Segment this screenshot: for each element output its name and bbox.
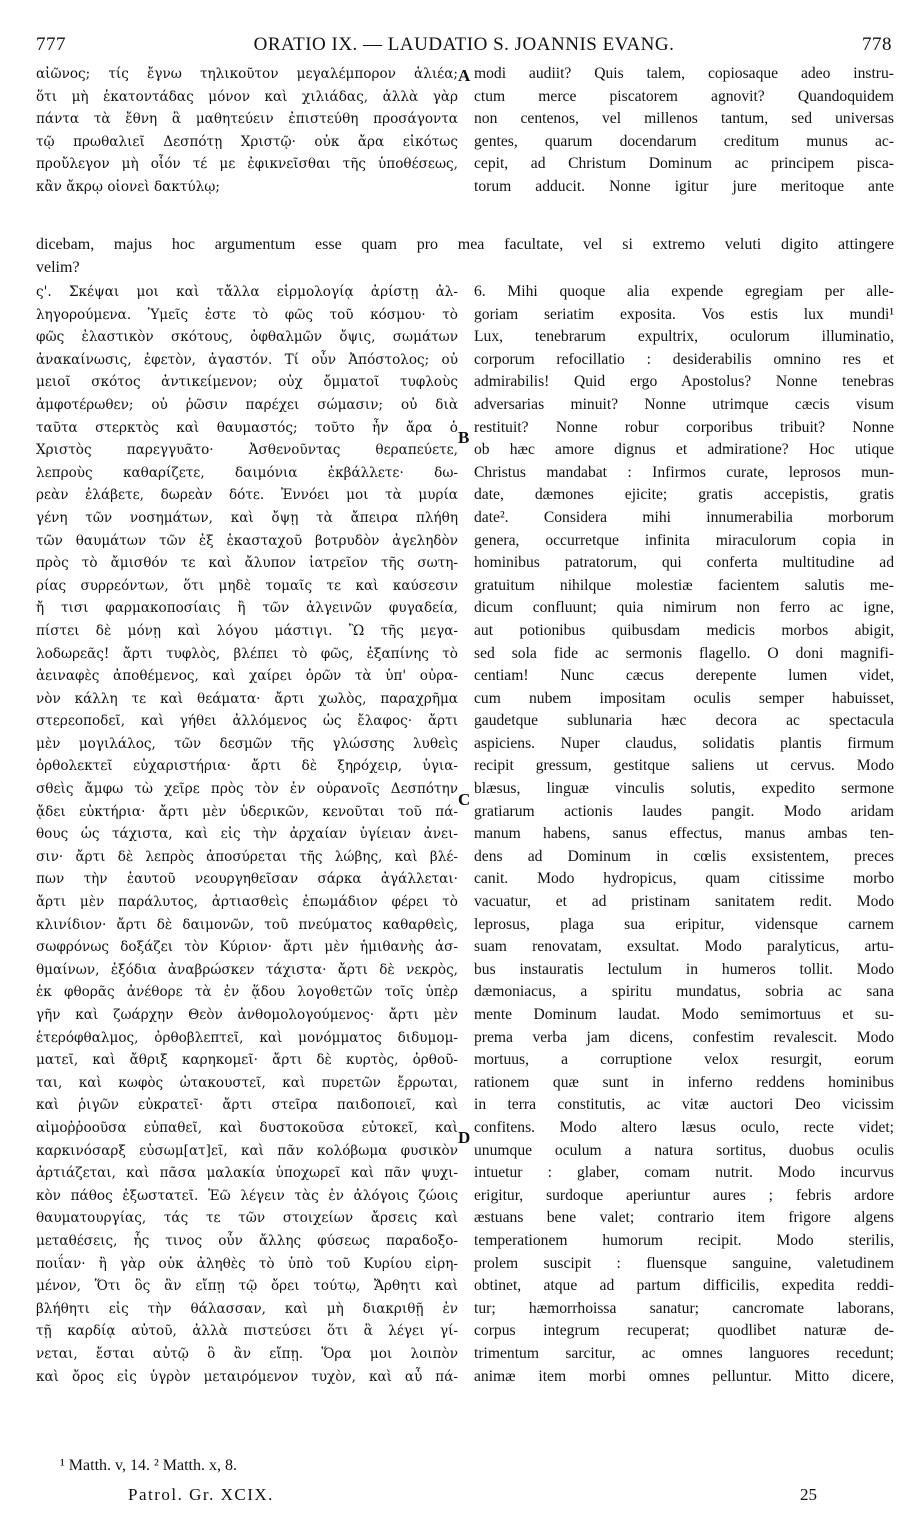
printer-signature: Patrol. Gr. XCIX. xyxy=(128,1485,274,1504)
latin-line: gratuitum nihilque molestiæ facientem salutis me- xyxy=(474,576,894,594)
latin-line: hominibus patratorum, qui conferta multitudine ad xyxy=(474,554,894,572)
latin-line: adversarias minuit? Nonne utrimque cæcis visum xyxy=(474,395,894,413)
greek-line: ἀειναφὲς ἀποθέμενος, καὶ χαίρει ὁρῶν τὰ ὑπ' οὐρα- xyxy=(36,668,458,685)
latin-line: leprosus, plaga sua eripitur, vidensque carnem xyxy=(474,915,894,933)
latin-line: mortuus, a corruptione velox resurgit, eorum xyxy=(474,1051,894,1069)
latin-line: Lux, tenebrarum expultrix, oculorum illuminatio, xyxy=(474,328,894,346)
latin-line: bus instauratis lectulum in humeros tollit. Modo xyxy=(474,960,894,978)
greek-line: σωφρόνως δοξάζει τὸν Κύριον· ἄρτι μὲν ἡμιθανὴς ἀσ- xyxy=(36,939,458,956)
greek-line: ᾄδει εὐκτήρια· ἄρτι μὲν ὑδερικῶν, κενοῦται τοῦ πά- xyxy=(36,803,458,820)
greek-line: σιν· ἄρτι δὲ λεπρὸς ἀποσύρεται τῆς λώβης, καὶ βλέ- xyxy=(36,848,458,865)
signature-number: 25 xyxy=(800,1485,817,1504)
latin-line: dicum confluunt; quia nimirum non ferro ac igne, xyxy=(474,599,894,617)
latin-line: in terra constitutis, ac vitæ auctori Deo vicissim xyxy=(474,1096,894,1114)
latin-line: vacuatur, et ad pristinam sanitatem redit. Modo xyxy=(474,893,894,911)
greek-line: τῶν θαυμάτων τῶν ἐξ ἑκασταχοῦ βοτρυδὸν ἀγεληδὸν xyxy=(36,532,458,549)
greek-line: κλινίδιον· ἄρτι δὲ δαιμονῶν, τοῦ πνεύματος καθαρθεὶς, xyxy=(36,916,458,933)
latin-line: obtinet, atque ad partum difficilis, expedita reddi- xyxy=(474,1277,894,1295)
latin-line: mente Dominum laudat. Modo semimortuus et su- xyxy=(474,1006,894,1023)
greek-line: ἑτερόφθαλμος, ὀρθοβλεπτεῖ, καὶ μονόμματος διδυμομ- xyxy=(36,1029,458,1046)
section-marker-a: A xyxy=(458,66,471,85)
latin-line: recipit gressum, gestitque saliens ut cervus. Modo xyxy=(474,757,894,775)
latin-line: cum nubem impositam oculis semper habuisset, xyxy=(474,689,894,707)
greek-line: καὶ ὄρος εἰς ὑγρὸν μεταιρόμενον τυχὸν, καὶ αὖ πά- xyxy=(36,1368,458,1385)
latin-line: canit. Modo hydropicus, quam citissime morbo xyxy=(474,870,894,888)
greek-line: ἐκ φθορᾶς ἀνέθορε τὰ ἐν ᾅδου λογοθετῶν τοῖς ὑπὲρ xyxy=(36,984,458,1001)
greek-line: ἀρτιάζεται, καὶ πᾶσα μαλακία ὑποχωρεῖ καὶ πᾶν ψυχι- xyxy=(36,1165,458,1182)
greek-line: ἀνακαίνωσις, ἐφετὸν, ἀγαστόν. Τί οὖν Ἀπόστολος; οὐ xyxy=(36,351,458,368)
greek-line: καρκινόσαρξ εὐσωμ[ατ]εῖ, καὶ πᾶν κολόβωμα φυσικὸν xyxy=(36,1142,458,1159)
running-title: ORATIO IX. — LAUDATIO S. JOANNIS EVANG. xyxy=(253,34,675,55)
running-header xyxy=(36,34,892,58)
greek-line: θαυματουργίας, τάς τε τῶν στοιχείων ἄρσεις καὶ xyxy=(36,1210,458,1227)
greek-line: τῷ πρωθαλιεῖ Δεσπότῃ Χριστῷ· οὐκ ἄρα εἰκότως xyxy=(36,133,458,150)
greek-line: ς'. Σκέψαι μοι καὶ τἄλλα εἱρμολογίᾳ ἀρίστῃ ἀλ- xyxy=(36,284,458,300)
latin-line: tur; hæmorrhoissa sanatur; cancromate laborans, xyxy=(474,1299,894,1317)
greek-line: ἤ τισι φαρμακοποσίαις ἢ τῶν ἀλγεινῶν φυγαδεία, xyxy=(36,600,458,617)
greek-line: γένη τῶν νοσημάτων, καὶ ὄψῃ τὰ ἄπειρα πλήθη xyxy=(36,509,458,526)
latin-line: centiam! Nunc cæcus derepente lumen videt, xyxy=(474,667,894,685)
latin-line: gentes, quarum docendarum creditum munus ac- xyxy=(474,132,894,150)
greek-line: πίστει δὲ μόνῃ καὶ λόγου μάστιγι. Ὢ τῆς μεγα- xyxy=(36,622,458,639)
greek-line: πρὸς τὸ ἄμισθόν τε καὶ ἄλυπον ἰατρεῖον τῆς σωτη- xyxy=(36,555,458,572)
greek-line: ρεὰν ἐλάβετε, δωρεὰν δότε. Ἐννόει μοι τὰ μυρία xyxy=(36,487,458,504)
section-marker-b: B xyxy=(458,428,470,447)
latin-line: genera, occurretque infinita miraculorum copia in xyxy=(474,531,894,549)
greek-line: λεπροὺς καθαρίζετε, δαιμόνια ἐκβάλλετε· δω- xyxy=(36,464,458,481)
latin-line: unumque oculum a natura sortitus, duobus oculis xyxy=(474,1141,894,1159)
greek-line: ληγορούμενα. Ὑμεῖς ἐστε τὸ φῶς τοῦ κόσμου· τὸ xyxy=(36,306,458,323)
greek-line: στερεοποδεῖ, καὶ γήθει ἀλλόμενος ὡς ἔλαφος· ἄρτι xyxy=(36,713,458,730)
greek-line: σθεὶς ἄμφω τὼ χεῖρε πρὸς τὸν ἐν οὐρανοῖς Δεσπότην xyxy=(36,781,458,798)
latin-line: date, dæmones ejicite; gratis accepistis, gratis xyxy=(474,486,894,504)
greek-line: θους ὡς τάχιστα, καὶ εἰς τὴν ἀρχαίαν ὑγίειαν ἀνει- xyxy=(36,826,458,843)
latin-line: 6. Mihi quoque alia expende egregiam per alle- xyxy=(474,283,894,300)
greek-line: ἄρτι μὲν παράλυτος, ἀρτιασθεὶς ἐπωμάδιον φέρει τὸ xyxy=(36,894,458,911)
page-number-left: 777 xyxy=(36,34,66,55)
greek-line: θμαίνων, ἐξόδια ἀναβρώσκεν τάχιστα· ἄρτι δὲ νεκρὸς, xyxy=(36,961,458,978)
latin-line: æstuans bene valet; contrario item frigore algens xyxy=(474,1209,894,1227)
greek-line: ὅτι μὴ ἑκατοντάδας μόνον καὶ χιλιάδας, ἀλλὰ γὰρ xyxy=(36,88,458,105)
full-width-text xyxy=(36,233,894,279)
latin-line: ob hæc amore dignus et admiratione? Hoc utique xyxy=(474,441,894,459)
greek-line: νὸν κάλλη τε καὶ θεάματα· ἄρτι χωλὸς, παραχρῆμα xyxy=(36,690,458,707)
section-marker-d: D xyxy=(458,1128,471,1147)
latin-column-top xyxy=(474,63,894,199)
latin-line: gratiarum actionis laudes pangit. Modo aridam xyxy=(474,802,894,820)
greek-line: ματεῖ, καὶ ἄθριξ καρηκομεῖ· ἄρτι δὲ κυρτὸς, ὀρθοῦ- xyxy=(36,1052,458,1069)
latin-line: prolem suscipit : fluensque sanguine, valetudinem xyxy=(474,1254,894,1272)
latin-line: aut potionibus quibusdam medicis morbos abigit, xyxy=(474,621,894,639)
latin-line: rationem quæ sunt in inferno reddens hominibus xyxy=(474,1073,894,1091)
greek-line: πων τὴν ἑαυτοῦ νεουργηθεῖσαν σάρκα ἀγάλλεται· xyxy=(36,871,458,888)
latin-line: blæsus, linguæ vinculis solutis, expedito sermone xyxy=(474,780,894,798)
latin-line: corpus integrum recuperat; quodlibet naturæ de- xyxy=(474,1322,894,1340)
greek-line: ταῦτα στερκτὸς καὶ θαυμαστός; τοῦτο ἦν ἄρα ὁ xyxy=(36,419,458,436)
latin-line: modi audiit? Quis talem, copiosaque adeo instru- xyxy=(474,65,894,82)
latin-line: torum adducit. Nonne igitur jure meritoque ante xyxy=(474,177,894,195)
latin-line: confitens. Modo altero læsus oculo, recte videt; xyxy=(474,1118,894,1136)
latin-line: ctum merce piscatorem agnovit? Quandoquidem xyxy=(474,87,894,105)
latin-line: aspiciens. Nuper claudus, solidatis plantis firmum xyxy=(474,734,894,752)
greek-line: αἰῶνος; τίς ἔγνω τηλικοῦτον μεγαλέμπορον ἁλιέα; xyxy=(36,66,458,82)
latin-line: restituit? Nonne robur corporibus tribuit? Nonne xyxy=(474,418,894,436)
greek-column xyxy=(36,281,458,1388)
greek-line: ται, καὶ κωφὸς ὠτακουστεῖ, καὶ πυρετῶν ἔρρωται, xyxy=(36,1074,458,1091)
greek-line: ποιΐαν· ἢ γὰρ οὐκ ἀληθὲς τὸ ὑπὸ τοῦ Κυρίου εἰρη- xyxy=(36,1255,458,1272)
greek-line: βλήθητι εἰς τὴν θάλασσαν, καὶ μὴ διακριθῇ ἐν xyxy=(36,1300,458,1317)
greek-column-top xyxy=(36,63,458,199)
latin-line: prema verba jam dicens, confestim revalescit. Modo xyxy=(474,1028,894,1046)
footnotes: ¹ Matth. v, 14. ² Matth. x, 8. xyxy=(60,1457,237,1474)
greek-line: τῇ καρδίᾳ αὐτοῦ, ἀλλὰ πιστεύσει ὅτι ἃ λέγει γί- xyxy=(36,1323,458,1340)
latin-line: erigitur, surdoque aperiuntur aures ; febris ardore xyxy=(474,1186,894,1204)
greek-line: ἀμφοτέρωθεν; οὐ ῥῶσιν παρέχει σώμασιν; οὐ διὰ xyxy=(36,396,458,413)
latin-line: dæmoniacus, a spiritu mundatus, sobria ac sana xyxy=(474,983,894,1001)
greek-line: μεταθέσεις, ἧς τινος οὖν ἄλλης φύσεως παραδοξο- xyxy=(36,1232,458,1249)
greek-line: προὔλεγον μὴ οἷόν τέ με ἐφικνεῖσθαι τῆς ὑποθέσεως, xyxy=(36,156,458,173)
greek-line: καὶ ῥιγῶν εὐκρατεῖ· ἄρτι στεῖρα παιδοποιεῖ, καὶ xyxy=(36,1097,458,1114)
greek-line: κὸν πάθος ἐξωστατεῖ. Ἐῶ λέγειν τὰς ἐν ἀλόγοις ζώοις xyxy=(36,1187,458,1204)
latin-line: Christus mandabat : Infirmos curate, leprosos mun- xyxy=(474,463,894,481)
greek-line: γῆν καὶ ζωάρχην Θεὸν ἀνθομολογούμενος· ἄρτι μὲν xyxy=(36,1007,458,1023)
latin-line: suam renovatam, exsultat. Modo paralyticus, artu- xyxy=(474,938,894,956)
latin-line: trimentum sarcitur, ac omnes languores recedunt; xyxy=(474,1344,894,1362)
greek-line: κἂν ἄκρῳ οἱονεὶ δακτύλῳ; xyxy=(36,178,220,195)
latin-line: cepit, ad Christum Dominum ac principem pisca- xyxy=(474,155,894,173)
latin-line: animæ item morbi omnes pelluntur. Mitto dicere, xyxy=(474,1367,894,1385)
text-line: dicebam, majus hoc argumentum esse quam pro mea facultate, vel si extremo veluti digito attingere xyxy=(36,236,894,253)
latin-column xyxy=(474,281,894,1388)
latin-line: non centenos, vel millenos tantum, sed universas xyxy=(474,110,894,128)
page-number-right: 778 xyxy=(862,34,892,55)
section-marker-c: C xyxy=(458,790,471,809)
greek-line: λοδωρεᾶς! ἄρτι τυφλὸς, βλέπει τὸ φῶς, ἐξαπίνης τὸ xyxy=(36,645,458,662)
greek-line: νεται, ἔσται αὐτῷ ὃ ἂν εἴπῃ. Ὅρα μοι λοιπὸν xyxy=(36,1345,458,1362)
latin-line: manum habens, sanus effectus, manus ambas ten- xyxy=(474,825,894,843)
greek-line: φῶς ἐλαστικὸν σκότους, ὀφθαλμῶν ὄψις, σωμάτων xyxy=(36,329,458,346)
latin-line: sed sola fide ac sermonis flagello. O doni magnifi- xyxy=(474,644,894,662)
greek-line: μειοῖ σκότος ἀντικείμενον; οὐχ ὄμματοῖ τυφλοὺς xyxy=(36,374,458,391)
latin-line: goriam seriatim exposita. Vos estis lux mundi¹ xyxy=(474,305,894,323)
greek-line: μένον, Ὅτι ὃς ἂν εἴπῃ τῷ ὄρει τούτῳ, Ἄρθητι καὶ xyxy=(36,1278,458,1295)
latin-line: gaudetque sublunaria hæc decora ac spectacula xyxy=(474,712,894,730)
greek-line: ρίας συρρεόντων, ὅτι μηδὲ τομαῖς τε καὶ καύσεσιν xyxy=(36,577,458,594)
latin-line: date². Considera mihi innumerabilia morborum xyxy=(474,508,894,526)
latin-line: dens ad Dominum in cœlis exsistentem, preces xyxy=(474,847,894,865)
greek-line: μὲν μογιλάλος, τῶν δεσμῶν τῆς γλώσσης λυθεὶς xyxy=(36,735,458,752)
greek-line: ὀρθολεκτεῖ εὐχαριστήρια· ἄρτι δὲ ξηρόχειρ, ὑγια- xyxy=(36,758,458,775)
latin-line: corporum refocillatio : desiderabilis omnino res et xyxy=(474,350,894,368)
latin-line: temperationem humorum recipit. Modo sterilis, xyxy=(474,1231,894,1249)
latin-line: intuetur : glaber, comam nutrit. Modo incurvus xyxy=(474,1164,894,1182)
text-line: velim? xyxy=(36,259,80,276)
greek-line: Χριστὸς παρεγγυᾶτο· Ἀσθενοῦντας θεραπεύετε, xyxy=(36,442,458,459)
latin-line: admirabilis! Quid ergo Apostolus? Nonne tenebras xyxy=(474,373,894,391)
greek-line: πάντα τὰ ἔθνη ἃ μαθητεύειν ἐπιστεύθη προσάγοντα xyxy=(36,111,458,128)
greek-line: αἱμοῤῥοοῦσα εὐπαθεῖ, καὶ δυστοκοῦσα εὐτοκεῖ, καὶ xyxy=(36,1119,458,1136)
